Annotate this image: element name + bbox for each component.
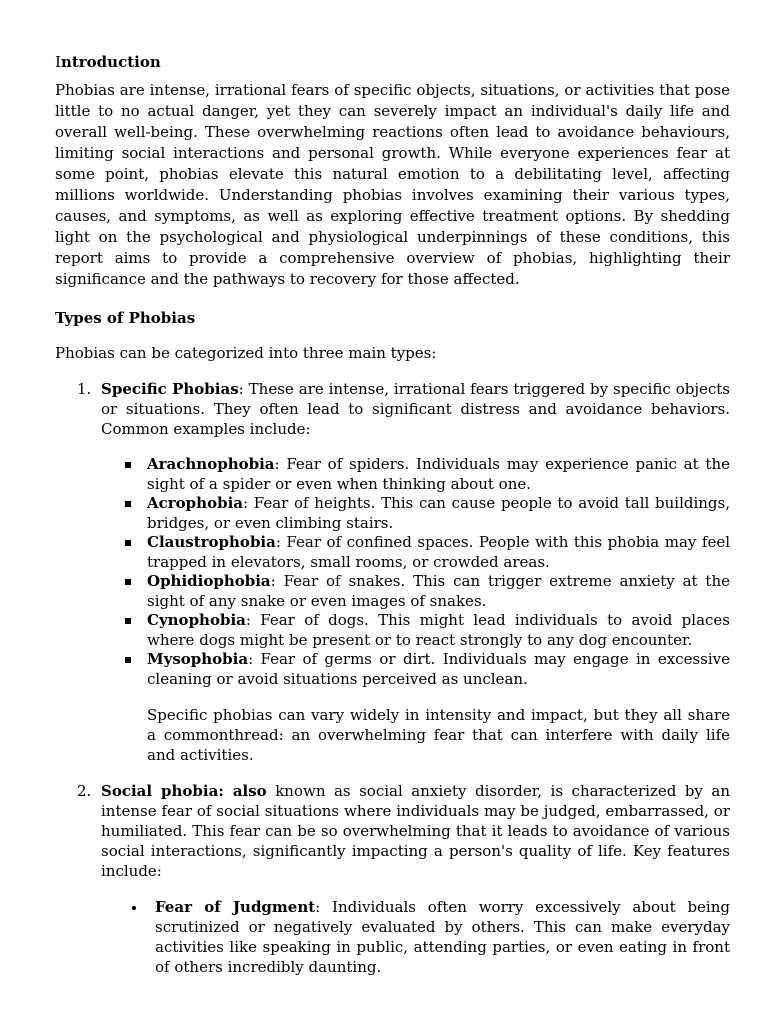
introduction-heading-rest: ntroduction [60, 53, 161, 71]
phobia-term: Cynophobia [147, 611, 246, 629]
phobia-term: Arachnophobia [147, 455, 275, 473]
specific-phobias-note: Specific phobias can vary widely in intensity and impact, but they all share a commonthread: an overwhelming fear that can interfere with daily life and activities. [147, 706, 730, 764]
phobia-description: : Fear of heights. This can cause people to avoid tall buildings, bridges, or even climbing stairs. [147, 494, 730, 532]
introduction-paragraph: Phobias are intense, irrational fears of specific objects, situations, or activities that pose little to no actual danger, yet they can severely impact an individual's daily life and overall well-being. These overwhelming reactions often lead to avoidance behaviours, limiting social interactions and personal growth. While everyone experiences fear at some point, phobias elevate this natural emotion to a debilitating level, affecting millions worldwide. Understanding phobias involves examining their various types, causes, and symptoms, as well as exploring effective treatment options. By shedding light on the psychological and physiological underpinnings of these conditions, this report aims to provide a comprehensive overview of phobias, highlighting their significance and the pathways to recovery for those affected. [55, 81, 730, 288]
types-numbered-list [55, 379, 730, 977]
phobia-description: : Fear of confined spaces. People with this phobia may feel trapped in elevators, small rooms, or crowded areas. [147, 533, 730, 571]
introduction-heading [55, 52, 730, 72]
round-bullet-icon [132, 906, 136, 910]
square-bullet-icon [125, 540, 131, 546]
phobia-description: : Fear of spiders. Individuals may experience panic at the sight of a spider or even when thinking about one. [147, 455, 730, 493]
phobia-description: : Fear of dogs. This might lead individuals to avoid places where dogs might be present or to react strongly to any dog encounter. [147, 611, 730, 649]
square-bullet-icon [125, 657, 131, 663]
list-number: 2. [77, 782, 92, 800]
feature-term: Fear of Judgment [155, 898, 316, 916]
specific-phobias-examples [101, 455, 730, 689]
specific-phobias-description [101, 379, 730, 439]
numbered-item-social-phobia [55, 781, 730, 977]
square-bullet-icon [125, 462, 131, 468]
numbered-item-specific-phobias [55, 379, 730, 765]
list-number: 1. [77, 380, 92, 398]
phobia-term: Ophidiophobia [147, 572, 271, 590]
social-phobia-description [101, 781, 730, 881]
square-bullet-icon [125, 579, 131, 585]
list-item [101, 494, 730, 533]
square-bullet-icon [125, 618, 131, 624]
square-bullet-icon [125, 501, 131, 507]
list-item [101, 650, 730, 689]
phobia-term: Acrophobia [147, 494, 243, 512]
phobia-description: : Fear of germs or dirt. Individuals may engage in excessive cleaning or avoid situations perceived as unclean. [147, 650, 730, 688]
phobia-term: Claustrophobia [147, 533, 276, 551]
types-heading: Types of Phobias [55, 309, 196, 327]
document-page [55, 52, 730, 977]
introduction-heading-initial: I [55, 53, 61, 71]
feature-description: : Individuals often worry excessively about being scrutinized or negatively evaluated by others. This can make everyday activities like speaking in public, attending parties, or even eating in front of others incredibly daunting. [155, 898, 730, 976]
phobia-term: Mysophobia [147, 650, 249, 668]
list-item [101, 611, 730, 650]
specific-phobias-title: Specific Phobias [101, 380, 239, 398]
social-phobia-text: known as social anxiety disorder, is characterized by an intense fear of social situations where individuals may be judged, embarrassed, or humiliated. This fear can be so overwhelming that it leads to avoidance of various social interactions, significantly impacting a person's quality of life. Key features include: [101, 782, 730, 880]
list-item [101, 572, 730, 611]
social-phobia-title: Social phobia: also [101, 782, 267, 800]
types-lead-paragraph: Phobias can be categorized into three main types: [55, 344, 437, 362]
list-item [101, 897, 730, 977]
list-item [101, 533, 730, 572]
social-phobia-features [101, 897, 730, 977]
list-item [101, 455, 730, 494]
specific-phobias-text: : These are intense, irrational fears triggered by specific objects or situations. They often lead to significant distress and avoidance behaviors. Common examples include: [101, 380, 731, 438]
phobia-description: : Fear of snakes. This can trigger extreme anxiety at the sight of any snake or even images of snakes. [147, 572, 730, 610]
